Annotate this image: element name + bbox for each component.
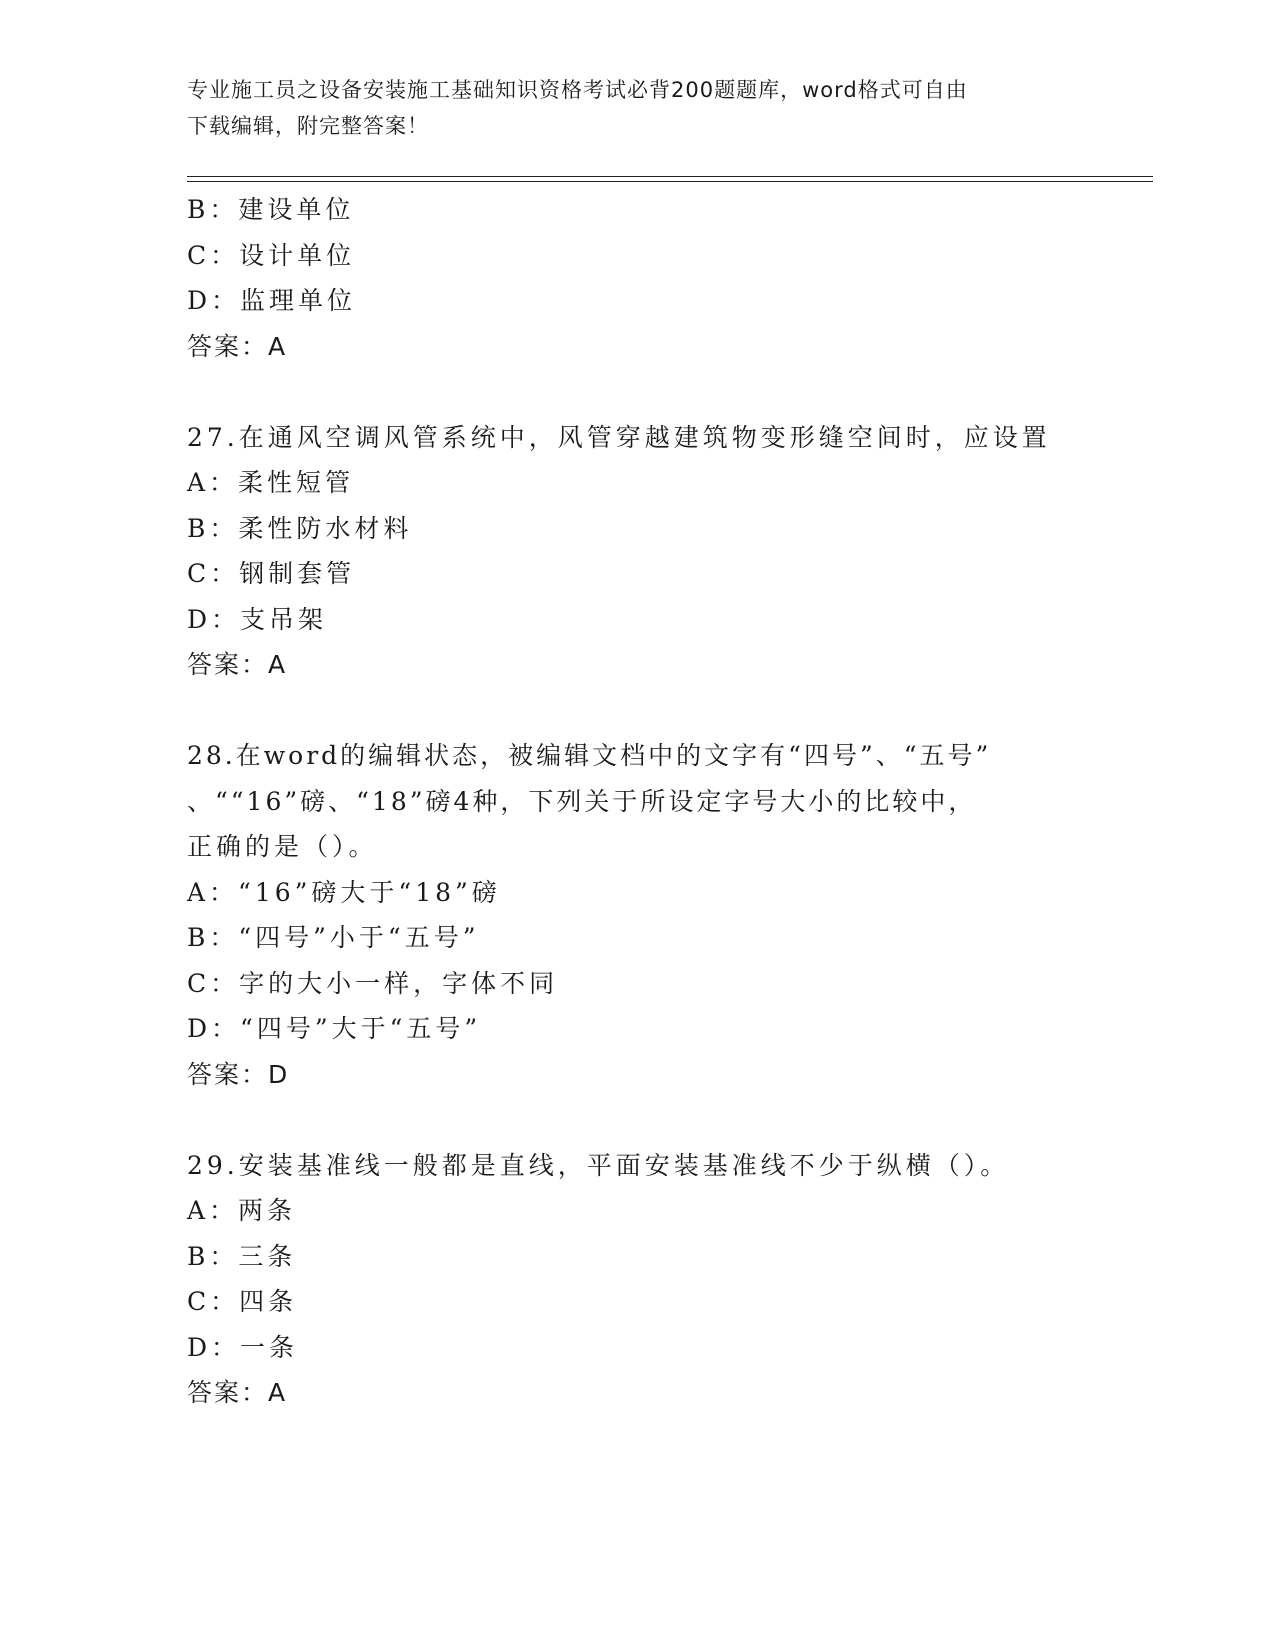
answer-line: 答案：A — [187, 331, 288, 361]
document-header — [187, 72, 1087, 144]
option-a: A：“16”磅大于“18”磅 — [187, 877, 501, 907]
option-a: A：柔性短管 — [187, 468, 355, 497]
header-title-line-1: 专业施工员之设备安装施工基础知识资格考试必背200题题库，word格式可自由 — [187, 78, 968, 102]
option-c: C：钢制套管 — [187, 559, 356, 588]
question-stem-line-2: 、““16”磅、“18”磅4种，下列关于所设定字号大小的比较中， — [187, 786, 977, 816]
question-block-29 — [187, 1143, 1087, 1416]
header-title-line-2: 下载编辑，附完整答案！ — [187, 114, 429, 138]
answer-line: 答案：D — [187, 1059, 290, 1089]
header-divider-bottom — [187, 181, 1153, 182]
option-c: C：字的大小一样，字体不同 — [187, 968, 559, 998]
question-stem: 29.安装基准线一般都是直线，平面安装基准线不少于纵横（）。 — [187, 1150, 1010, 1180]
header-divider-top — [187, 176, 1153, 177]
question-block-27 — [187, 415, 1087, 688]
option-d: D：监理单位 — [187, 286, 357, 315]
option-b: B：三条 — [187, 1241, 297, 1271]
option-c: C：设计单位 — [187, 240, 356, 270]
option-c: C：四条 — [187, 1287, 298, 1316]
spacer — [187, 688, 1087, 734]
answer-line: 答案：A — [187, 1378, 288, 1407]
option-b: B：建设单位 — [187, 195, 355, 224]
question-stem-line-3: 正确的是（）。 — [187, 832, 378, 861]
option-b: B：“四号”小于“五号” — [187, 923, 480, 952]
option-b: B：柔性防水材料 — [187, 513, 413, 543]
option-d: D：一条 — [187, 1332, 299, 1362]
question-stem: 27.在通风空调风管系统中，风管穿越建筑物变形缝空间时，应设置 — [187, 422, 1051, 452]
question-block-26 — [187, 187, 1087, 369]
spacer — [187, 369, 1087, 415]
question-block-28 — [187, 733, 1087, 1097]
option-a: A：两条 — [187, 1196, 297, 1225]
question-stem-line-1: 28.在word的编辑状态，被编辑文档中的文字有“四号”、“五号” — [187, 741, 992, 770]
option-d: D：支吊架 — [187, 604, 328, 634]
question-content — [187, 187, 1087, 1416]
option-d: D：“四号”大于“五号” — [187, 1014, 482, 1043]
spacer — [187, 1097, 1087, 1143]
answer-line: 答案：A — [187, 650, 288, 679]
